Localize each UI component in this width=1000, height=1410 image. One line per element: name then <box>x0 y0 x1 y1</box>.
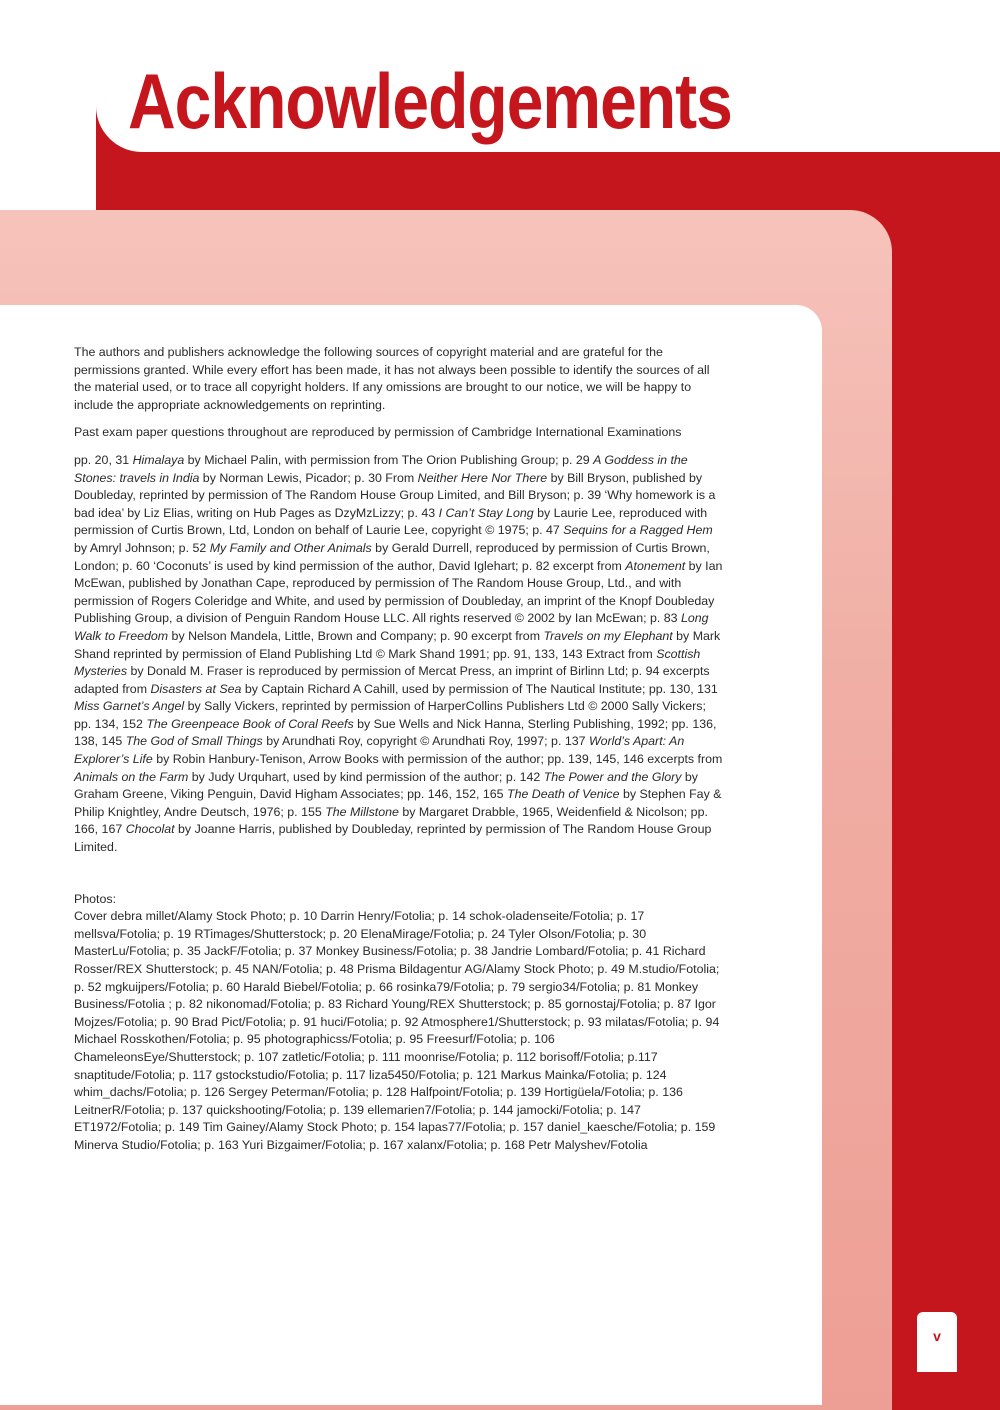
source-title: Disasters at Sea <box>150 681 242 696</box>
source-title: Travels on my Elephant <box>543 628 673 643</box>
source-title: My Family and Other Animals <box>209 540 372 555</box>
source-text: by Sue Wells and Nick Hanna, Sterling Publishing, 1992; pp. 136, 138, 145 <box>74 716 717 749</box>
source-text: by Captain Richard A Cahill, used by permission of The Nautical Institute; pp. 130, 131 <box>241 681 718 696</box>
source-title: Himalaya <box>132 452 185 467</box>
source-text: by Graham Greene, Viking Penguin, David Higham Associates; pp. 146, 152, 165 <box>74 769 698 802</box>
source-title: The Millstone <box>325 804 399 819</box>
source-title: The Greenpeace Book of Coral Reefs <box>146 716 354 731</box>
source-title: Neither Here Nor There <box>417 470 548 485</box>
source-text: by Margaret Drabble, 1965, Weidenfield & Nicolson; pp. 166, 167 <box>74 804 708 837</box>
source-title: The God of Small Things <box>125 734 263 749</box>
exam-note-paragraph: Past exam paper questions throughout are reproduced by permission of Cambridge International Examinations <box>74 425 682 440</box>
source-title: Sequins for a Ragged Hem <box>563 523 713 538</box>
intro-paragraph: The authors and publishers acknowledge the following sources of copyright material and are grateful for the permissions granted. While every effort has been made, it has not always been possible to identify the sources of all the material used, or to trace all copyright holders. If any omissions are brought to our notice, we will be happy to include the appropriate acknowledgements on reprinting. <box>74 345 710 412</box>
source-text: by Stephen Fay & Philip Knightley, Andre Deutsch, 1976; p. 155 <box>74 787 722 819</box>
source-text: by Nelson Mandela, Little, Brown and Company; p. 90 excerpt from <box>168 628 544 643</box>
page-number: v <box>933 1328 941 1344</box>
source-title: Long Walk to Freedom <box>74 611 709 643</box>
source-text: by Donald M. Fraser is reproduced by permission of Mercat Press, an imprint of Birlinn Ltd; p. 94 excerpts adapted from <box>74 664 710 696</box>
source-title: World’s Apart: An Explorer’s Life <box>74 734 685 767</box>
source-text: by Gerald Durrell, reproduced by permission of Curtis Brown, London; p. 60 ‘Coconuts’ is used by kind permission of the author, David Iglehart; p. 82 excerpt from <box>74 540 710 573</box>
source-title: The Power and the Glory <box>543 769 682 784</box>
source-title: Scottish Mysteries <box>74 646 701 679</box>
sources-paragraph <box>74 452 724 857</box>
source-text: by Michael Palin, with permission from The Orion Publishing Group; p. 29 <box>184 452 594 467</box>
source-text: by Ian McEwan, published by Jonathan Cape, reproduced by permission of The Random House Group, Ltd., and with permission of Rogers Coleridge and White, and used by permission of Doubleday, an imprint of the Knopf Doubleday Publishing Group, a division of Penguin Random House LLC. All rights reserved © 2002 by Ian McEwan; p. 83 <box>74 558 723 626</box>
source-text: by Arundhati Roy, copyright © Arundhati Roy, 1997; p. 137 <box>262 734 589 749</box>
source-title: A Goddess in the Stones: travels in India <box>74 452 688 485</box>
source-text: by Amryl Johnson; p. 52 <box>74 540 210 555</box>
photos-paragraph: Cover debra millet/Alamy Stock Photo; p. 10 Darrin Henry/Fotolia; p. 14 schok-oladenseite/Fotolia; p. 17 mellsva/Fotolia; p. 19 RTimages/Shutterstock; p. 20 ElenaMirage/Fotolia; p. 24 Tyler Olson/Fotolia; p. 30 MasterLu/Fotolia; p. 35 JackF/Fotolia; p. 37 Monkey Business/Fotolia; p. 38 Jandrie Lombard/Fotolia; p. 41 Richard Rosser/REX Shutterstock; p. 45 NAN/Fotolia; p. 48 Prisma Bildagentur AG/Alamy Stock Photo; p. 49 M.studio/Fotolia; p. 52 mgkuijpers/Fotolia; p. 60 Harald Biebel/Fotolia; p. 66 rosinka79/Fotolia; p. 79 sergio34/Fotolia; p. 81 Monkey Business/Fotolia ; p. 82 nikonomad/Fotolia; p. 83 Richard Young/REX Shutterstock; p. 85 gornostaj/Fotolia; p. 87 Igor Mojzes/Fotolia; p. 90 Brad Pict/Fotolia; p. 91 huci/Fotolia; p. 92 Atmosphere1/Shutterstock; p. 93 milatas/Fotolia; p. 94 Michael Rosskothen/Fotolia; p. 95 photographicss/Fotolia; p. 95 Freesurf/Fotolia; p. 106 ChameleonsEye/Shutterstock; p. 107 zatletic/Fotolia; p. 111 moonrise/Fotolia; p. 112 borisoff/Fotolia; p.117 snaptitude/Fotolia; p. 117 gstockstudio/Fotolia; p. 117 liza5450/Fotolia; p. 121 Markus Mainka/Fotolia; p. 124 whim_dachs/Fotolia; p. 126 Sergey Peterman/Fotolia; p. 128 Halfpoint/Fotolia; p. 139 Hortigüela/Fotolia; p. 136 LeitnerR/Fotolia; p. 137 quickshooting/Fotolia; p. 139 ellemarien7/Fotolia; p. 144 jamocki/Fotolia; p. 147 ET1972/Fotolia; p. 149 Tim Gainey/Alamy Stock Photo; p. 154 lapas77/Fotolia; p. 157 daniel_kaesche/Fotolia; p. 159 Minerva Studio/Fotolia; p. 163 Yuri Bizgaimer/Fotolia; p. 167 xalanx/Fotolia; p. 168 Petr Malyshev/Fotolia <box>74 909 720 1152</box>
source-text: by Mark Shand reprinted by permission of Eland Publishing Ltd © Mark Shand 1991; pp. 91, 133, 143 Extract from <box>74 628 721 661</box>
source-text: by Robin Hanbury-Tenison, Arrow Books with permission of the author; pp. 139, 145, 146 excerpts from <box>152 752 723 767</box>
photos-heading: Photos: <box>74 891 117 906</box>
source-title: Atonement <box>625 558 686 573</box>
source-text: by Norman Lewis, Picador; p. 30 From <box>199 470 418 485</box>
source-title: Chocolat <box>125 822 175 837</box>
page-title: Acknowledgements <box>128 57 732 145</box>
source-text: pp. 20, 31 <box>74 452 133 467</box>
page-number-tab <box>917 1312 957 1372</box>
source-text: by Bill Bryson, published by Doubleday, reprinted by permission of The Random House Group Limited, and Bill Bryson; p. 39 ‘Why homework is a bad idea’ by Liz Elias, writing on Hub Pages as DzyMzLizzy; p. 43 <box>74 470 716 520</box>
source-title: Animals on the Farm <box>74 769 189 784</box>
acknowledgements-text <box>74 344 724 1165</box>
source-text: by Sally Vickers, reprinted by permission of HarperCollins Publishers Ltd © 2000 Sally Vickers; pp. 134, 152 <box>74 699 706 731</box>
source-text: by Joanne Harris, published by Doubleday, reprinted by permission of The Random House Group Limited. <box>74 822 712 855</box>
source-title: The Death of Venice <box>507 787 620 802</box>
source-title: I Can’t Stay Long <box>438 505 534 520</box>
source-text: by Judy Urquhart, used by kind permission of the author; p. 142 <box>188 769 544 784</box>
source-title: Miss Garnet’s Angel <box>74 699 185 714</box>
source-text: by Laurie Lee, reproduced with permission of Curtis Brown, Ltd, London on behalf of Laurie Lee, copyright © 1975; p. 47 <box>74 505 708 538</box>
